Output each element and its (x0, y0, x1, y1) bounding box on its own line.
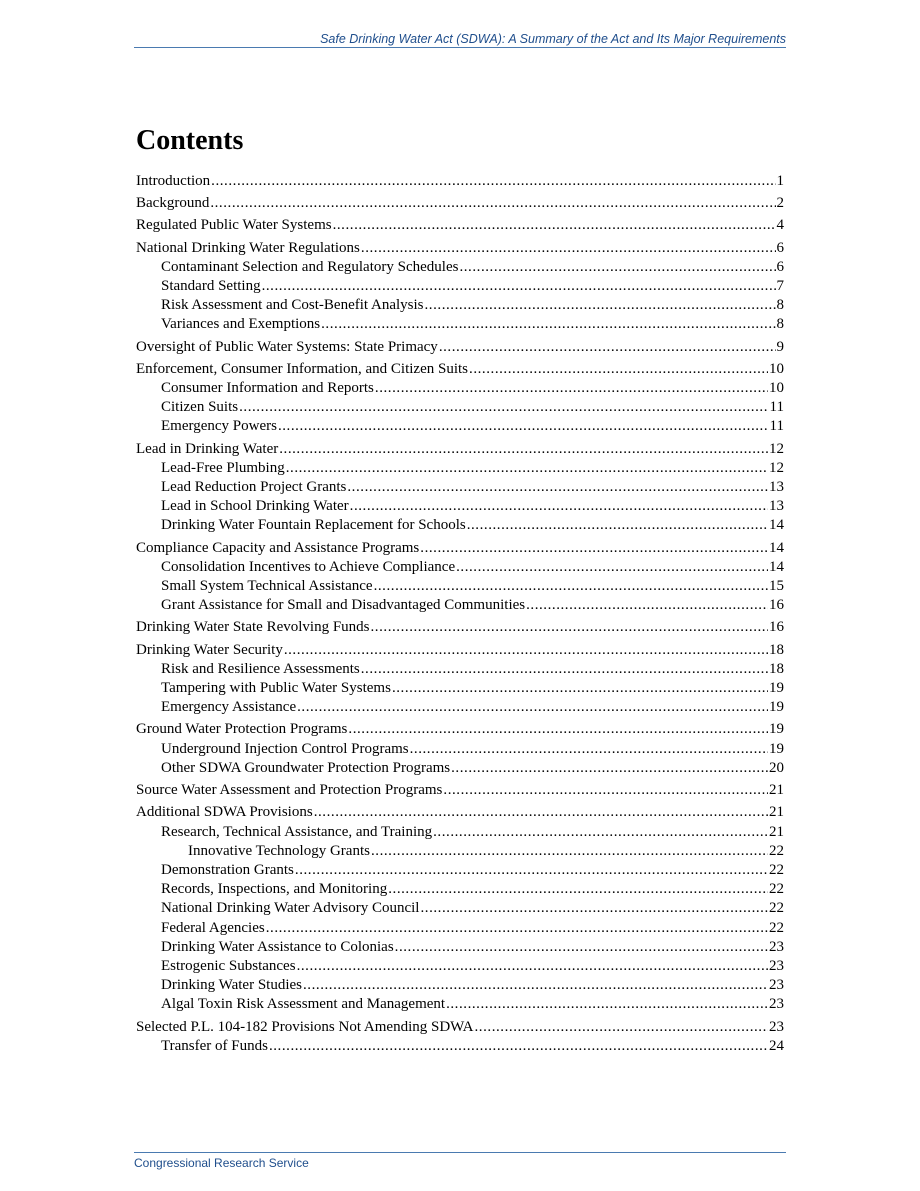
toc-entry-label: Contaminant Selection and Regulatory Schedules (161, 258, 459, 275)
toc-entry-page-number: 14 (769, 539, 784, 556)
toc-entry[interactable] (136, 258, 784, 277)
toc-entry-page-number: 21 (769, 782, 784, 799)
page-title: Contents (136, 125, 244, 156)
running-title: Safe Drinking Water Act (SDWA): A Summary of the Act and Its Major Requirements (320, 32, 786, 46)
dot-leader (371, 618, 769, 637)
toc-entry-page-number: 21 (769, 804, 784, 821)
toc-entry[interactable] (136, 778, 784, 800)
toc-entry-page-number: 12 (769, 459, 784, 476)
dot-leader (467, 516, 768, 535)
toc-entry-label: Drinking Water Assistance to Colonias (161, 938, 394, 955)
toc-entry-label: Research, Technical Assistance, and Training (161, 823, 433, 840)
toc-entry[interactable] (136, 596, 784, 615)
toc-entry[interactable] (136, 1015, 784, 1037)
dot-leader (425, 296, 776, 315)
toc-entry-page-number: 2 (776, 195, 784, 212)
toc-entry-page-number: 22 (769, 842, 784, 859)
toc-entry-label: Citizen Suits (161, 399, 239, 416)
toc-entry-page-number: 18 (769, 641, 784, 658)
toc-entry-page-number: 6 (776, 258, 784, 275)
toc-entry[interactable] (136, 296, 784, 315)
toc-entry-label: Transfer of Funds (161, 1037, 268, 1054)
table-of-contents (136, 172, 784, 1056)
dot-leader (469, 360, 768, 379)
toc-entry-label: Variances and Exemptions (161, 316, 321, 333)
toc-entry-label: Ground Water Protection Programs (136, 721, 348, 738)
toc-entry-page-number: 22 (769, 881, 784, 898)
toc-entry[interactable] (136, 417, 784, 436)
toc-entry[interactable] (136, 577, 784, 596)
dot-leader (295, 861, 768, 880)
toc-entry[interactable] (136, 172, 784, 191)
toc-entry-page-number: 20 (769, 759, 784, 776)
toc-entry-page-number: 24 (769, 1037, 784, 1054)
toc-entry-page-number: 9 (776, 338, 784, 355)
toc-entry-page-number: 23 (769, 957, 784, 974)
toc-entry[interactable] (136, 800, 784, 822)
toc-entry[interactable] (136, 842, 784, 861)
dot-leader (361, 239, 776, 258)
toc-entry[interactable] (136, 861, 784, 880)
toc-entry[interactable] (136, 759, 784, 778)
toc-entry-label: Records, Inspections, and Monitoring (161, 881, 388, 898)
dot-leader (348, 720, 768, 739)
toc-entry-label: Estrogenic Substances (161, 957, 296, 974)
toc-entry[interactable] (136, 660, 784, 679)
toc-entry-page-number: 23 (769, 977, 784, 994)
toc-entry-label: Small System Technical Assistance (161, 578, 373, 595)
dot-leader (395, 938, 768, 957)
toc-entry[interactable] (136, 558, 784, 577)
toc-entry-page-number: 11 (769, 399, 784, 416)
toc-entry[interactable] (136, 957, 784, 976)
toc-entry-page-number: 6 (776, 239, 784, 256)
running-header (134, 31, 786, 48)
dot-leader (371, 842, 768, 861)
toc-entry[interactable] (136, 679, 784, 698)
toc-entry-page-number: 11 (769, 418, 784, 435)
toc-entry[interactable] (136, 277, 784, 296)
toc-entry[interactable] (136, 899, 784, 918)
toc-entry[interactable] (136, 938, 784, 957)
toc-entry[interactable] (136, 398, 784, 417)
toc-entry[interactable] (136, 236, 784, 258)
dot-leader (286, 459, 768, 478)
dot-leader (297, 698, 768, 717)
dot-leader (284, 641, 768, 660)
running-footer (134, 1152, 786, 1171)
toc-entry-page-number: 7 (776, 278, 784, 295)
toc-entry[interactable] (136, 357, 784, 379)
toc-entry-page-number: 23 (769, 1018, 784, 1035)
toc-entry[interactable] (136, 638, 784, 660)
dot-leader (459, 258, 775, 277)
toc-entry-page-number: 10 (769, 380, 784, 397)
toc-entry[interactable] (136, 1037, 784, 1056)
toc-entry-label: Source Water Assessment and Protection Programs (136, 782, 443, 799)
toc-entry[interactable] (136, 516, 784, 535)
toc-entry[interactable] (136, 191, 784, 213)
dot-leader (239, 398, 768, 417)
toc-entry-label: Federal Agencies (161, 919, 265, 936)
toc-entry[interactable] (136, 615, 784, 637)
dot-leader (475, 1018, 769, 1037)
toc-entry-label: Lead in Drinking Water (136, 440, 279, 457)
dot-leader (210, 194, 775, 213)
toc-entry-label: Additional SDWA Provisions (136, 804, 313, 821)
toc-entry-page-number: 19 (769, 680, 784, 697)
dot-leader (410, 740, 768, 759)
dot-leader (456, 558, 768, 577)
toc-entry-page-number: 23 (769, 938, 784, 955)
dot-leader (443, 781, 768, 800)
toc-entry[interactable] (136, 995, 784, 1014)
toc-entry-label: Emergency Assistance (161, 699, 297, 716)
toc-entry[interactable] (136, 437, 784, 459)
dot-leader (392, 679, 768, 698)
dot-leader (279, 440, 768, 459)
dot-leader (350, 497, 768, 516)
toc-entry-label: Demonstration Grants (161, 861, 294, 878)
toc-entry-page-number: 22 (769, 900, 784, 917)
toc-entry[interactable] (136, 379, 784, 398)
toc-entry-page-number: 19 (769, 721, 784, 738)
dot-leader (269, 1037, 768, 1056)
toc-entry-label: Grant Assistance for Small and Disadvantaged Communities (161, 597, 526, 614)
toc-entry-page-number: 12 (769, 440, 784, 457)
dot-leader (211, 172, 775, 191)
toc-entry-page-number: 18 (769, 660, 784, 677)
toc-entry-label: Introduction (136, 173, 211, 189)
toc-entry-page-number: 19 (769, 699, 784, 716)
toc-entry[interactable] (136, 880, 784, 899)
dot-leader (420, 899, 768, 918)
dot-leader (347, 478, 768, 497)
toc-entry-page-number: 8 (776, 316, 784, 333)
toc-entry-label: Drinking Water State Revolving Funds (136, 619, 370, 636)
toc-entry-page-number: 8 (776, 297, 784, 314)
toc-entry-page-number: 4 (776, 217, 784, 234)
toc-entry-page-number: 13 (769, 498, 784, 515)
dot-leader (333, 216, 776, 235)
toc-entry-label: National Drinking Water Regulations (136, 239, 360, 256)
dot-leader (420, 539, 768, 558)
toc-entry-label: Lead-Free Plumbing (161, 459, 285, 476)
toc-entry-label: Innovative Technology Grants (188, 842, 370, 859)
dot-leader (433, 823, 768, 842)
dot-leader (303, 976, 768, 995)
toc-entry-label: Lead Reduction Project Grants (161, 479, 347, 496)
toc-entry-label: Drinking Water Security (136, 641, 283, 658)
toc-entry-label: Oversight of Public Water Systems: State Primacy (136, 338, 438, 355)
toc-entry-page-number: 16 (769, 597, 784, 614)
toc-entry-label: Risk Assessment and Cost-Benefit Analysis (161, 297, 424, 314)
publisher-name: Congressional Research Service (134, 1156, 309, 1170)
dot-leader (262, 277, 776, 296)
toc-entry[interactable] (136, 459, 784, 478)
dot-leader (266, 919, 768, 938)
toc-entry-label: Drinking Water Fountain Replacement for Schools (161, 517, 466, 534)
toc-entry-label: Risk and Resilience Assessments (161, 660, 360, 677)
toc-entry-label: Drinking Water Studies (161, 977, 302, 994)
toc-entry-label: Other SDWA Groundwater Protection Programs (161, 759, 451, 776)
toc-entry[interactable] (136, 698, 784, 717)
dot-leader (314, 803, 768, 822)
toc-entry-page-number: 14 (769, 558, 784, 575)
toc-entry-page-number: 22 (769, 861, 784, 878)
toc-entry-label: Emergency Powers (161, 418, 277, 435)
dot-leader (297, 957, 768, 976)
toc-entry-label: National Drinking Water Advisory Council (161, 900, 420, 917)
toc-entry-label: Consumer Information and Reports (161, 380, 374, 397)
toc-entry[interactable] (136, 976, 784, 995)
toc-entry[interactable] (136, 717, 784, 739)
toc-entry[interactable] (136, 919, 784, 938)
toc-entry[interactable] (136, 213, 784, 235)
dot-leader (375, 379, 768, 398)
dot-leader (439, 338, 776, 357)
toc-entry-page-number: 10 (769, 360, 784, 377)
toc-entry[interactable] (136, 536, 784, 558)
toc-entry-page-number: 14 (769, 517, 784, 534)
toc-entry-label: Algal Toxin Risk Assessment and Management (161, 996, 446, 1013)
toc-entry[interactable] (136, 335, 784, 357)
dot-leader (361, 660, 768, 679)
dot-leader (321, 315, 775, 334)
dot-leader (278, 417, 769, 436)
dot-leader (374, 577, 768, 596)
toc-entry[interactable] (136, 315, 784, 334)
toc-entry-page-number: 15 (769, 578, 784, 595)
toc-entry-label: Consolidation Incentives to Achieve Compliance (161, 558, 456, 575)
toc-entry[interactable] (136, 740, 784, 759)
toc-entry-page-number: 16 (769, 619, 784, 636)
toc-entry-label: Selected P.L. 104-182 Provisions Not Amending SDWA (136, 1018, 474, 1035)
toc-entry-label: Regulated Public Water Systems (136, 217, 332, 234)
toc-entry-page-number: 19 (769, 740, 784, 757)
toc-entry-page-number: 21 (769, 823, 784, 840)
toc-entry-label: Underground Injection Control Programs (161, 740, 409, 757)
dot-leader (451, 759, 768, 778)
toc-entry[interactable] (136, 823, 784, 842)
toc-entry-label: Lead in School Drinking Water (161, 498, 349, 515)
toc-entry-label: Tampering with Public Water Systems (161, 680, 391, 697)
toc-entry-page-number: 23 (769, 996, 784, 1013)
toc-entry-label: Background (136, 195, 210, 212)
dot-leader (446, 995, 768, 1014)
toc-entry-page-number: 13 (769, 479, 784, 496)
toc-entry[interactable] (136, 497, 784, 516)
toc-entry-page-number: 1 (776, 173, 784, 189)
toc-entry-label: Standard Setting (161, 278, 261, 295)
dot-leader (526, 596, 768, 615)
toc-entry-label: Enforcement, Consumer Information, and Citizen Suits (136, 360, 469, 377)
toc-entry-page-number: 22 (769, 919, 784, 936)
toc-entry-label: Compliance Capacity and Assistance Programs (136, 539, 420, 556)
toc-entry[interactable] (136, 478, 784, 497)
dot-leader (388, 880, 768, 899)
